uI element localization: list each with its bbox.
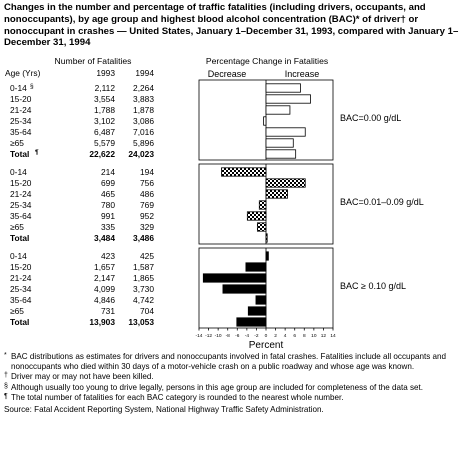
fatalities-1993: 1,788: [94, 105, 115, 115]
fatalities-1994: 3,486: [133, 233, 154, 243]
age-group-label: 15-20: [10, 262, 32, 272]
age-group-label: 15-20: [10, 94, 32, 104]
age-group-label: ≥65: [10, 138, 24, 148]
x-tick-label: -6: [235, 334, 240, 339]
year-1993-header: 1993: [96, 68, 115, 78]
footnote-mark: †: [4, 372, 8, 380]
x-tick-label: -10: [214, 334, 222, 339]
total-change-bar: [237, 318, 266, 326]
age-column-header: Age (Yrs): [5, 68, 41, 78]
fatalities-1993: 699: [101, 178, 115, 188]
percent-change-bar: [266, 128, 305, 136]
fatalities-1994: 769: [140, 200, 154, 210]
total-label: Total: [10, 233, 30, 243]
x-tick-label: -8: [225, 334, 230, 339]
fatalities-1993: 465: [101, 189, 115, 199]
footnote-mark: ¶: [4, 392, 8, 400]
percent-change-bar: [221, 168, 266, 176]
fatalities-1994: 704: [140, 306, 154, 316]
fatalities-1994: 7,016: [133, 127, 154, 137]
percent-change-bar: [223, 285, 266, 293]
fatalities-1994: 329: [140, 222, 154, 232]
age-group-label: 15-20: [10, 178, 32, 188]
x-tick-label: -14: [195, 334, 203, 339]
fatalities-1994: 425: [140, 251, 154, 261]
fatalities-1993: 3,554: [94, 94, 115, 104]
fatalities-1994: 3,730: [133, 284, 154, 294]
fatalities-1993: 2,112: [94, 83, 115, 93]
percent-change-bar: [266, 190, 288, 198]
x-tick-label: 8: [302, 334, 306, 339]
percent-change-bar: [247, 212, 266, 220]
x-tick-label: 4: [283, 334, 287, 339]
total-change-bar: [266, 234, 267, 242]
percent-change-bar: [266, 84, 300, 92]
age-group-label: 25-34: [10, 284, 32, 294]
age-group-label: 21-24: [10, 273, 32, 283]
fatalities-1993: 22,622: [89, 149, 115, 159]
fatalities-1994: 1,878: [133, 105, 154, 115]
bac-category-label: BAC=0.01–0.09 g/dL: [340, 197, 424, 207]
footnote-mark: §: [30, 83, 34, 90]
percent-change-bar: [248, 307, 266, 315]
fatalities-1994: 24,023: [128, 149, 154, 159]
percentage-change-header: Percentage Change in Fatalities: [205, 56, 329, 66]
fatalities-1993: 1,657: [94, 262, 115, 272]
x-tick-label: -2: [254, 334, 259, 339]
fatalities-1994: 3,883: [133, 94, 154, 104]
footnote-mark: ¶: [35, 149, 39, 156]
fatalities-1993: 2,147: [94, 273, 115, 283]
footnote-text: Driver may or may not have been killed.: [11, 372, 154, 382]
fatalities-1994: 1,587: [133, 262, 154, 272]
fatalities-1994: 3,086: [133, 116, 154, 126]
fatalities-1994: 194: [140, 167, 154, 177]
footnote-total: [4, 393, 462, 403]
x-axis-label: Percent: [248, 340, 284, 351]
year-1994-header: 1994: [135, 68, 154, 78]
footnote-age: [4, 383, 462, 393]
age-group-label: 35-64: [10, 295, 32, 305]
percent-change-bar: [266, 179, 305, 187]
age-group-label: ≥65: [10, 222, 24, 232]
footnote-text: BAC distributions as estimates for drivers and nonoccupants involved in fatal crashes. Fatalities include all occupants and nonoccupants who died within 30 days of a motor-vehicle crash on a public roadway and whose age was known.: [11, 352, 447, 372]
x-tick-label: 2: [274, 334, 277, 339]
age-group-label: 0-14: [10, 167, 27, 177]
fatalities-1994: 486: [140, 189, 154, 199]
fatalities-1993: 214: [101, 167, 115, 177]
percent-change-bar: [264, 117, 266, 125]
x-tick-label: -4: [244, 334, 249, 339]
x-tick-label: 10: [311, 334, 317, 339]
percent-change-bar: [257, 223, 266, 231]
bac-category-label: BAC=0.00 g/dL: [340, 113, 402, 123]
footnotes: [4, 352, 462, 415]
fatalities-1993: 6,487: [94, 127, 115, 137]
percent-change-bar: [259, 201, 266, 209]
fatalities-1993: 13,903: [89, 317, 115, 327]
age-group-label: 35-64: [10, 127, 32, 137]
total-label: Total: [10, 317, 30, 327]
fatalities-1993: 5,579: [94, 138, 115, 148]
footnote-text: The total number of fatalities for each BAC category is rounded to the nearest whole number.: [11, 392, 344, 402]
percent-change-bar: [266, 95, 311, 103]
fatalities-1994: 952: [140, 211, 154, 221]
age-group-label: 0-14: [10, 83, 27, 93]
age-group-label: 21-24: [10, 189, 32, 199]
fatalities-1994: 1,865: [133, 273, 154, 283]
fatalities-1993: 3,484: [94, 233, 115, 243]
fatalities-1994: 4,742: [133, 295, 154, 305]
footnote-bac: [4, 352, 462, 372]
percent-change-bar: [266, 139, 293, 147]
age-group-label: 35-64: [10, 211, 32, 221]
fatalities-1994: 13,053: [128, 317, 154, 327]
percent-change-bar: [256, 296, 266, 304]
decrease-label: Decrease: [207, 69, 247, 79]
fatalities-1993: 4,099: [94, 284, 115, 294]
fatalities-1993: 991: [101, 211, 115, 221]
x-tick-label: 12: [320, 334, 327, 339]
number-of-fatalities-header: Number of Fatalities: [54, 56, 132, 66]
age-group-label: 21-24: [10, 105, 32, 115]
total-label: Total: [10, 149, 30, 159]
percent-change-bar: [266, 106, 290, 114]
age-group-label: 25-34: [10, 200, 32, 210]
age-group-label: ≥65: [10, 306, 24, 316]
fatalities-1993: 731: [101, 306, 115, 316]
bac-category-label: BAC ≥ 0.10 g/dL: [340, 281, 406, 291]
chart-title: Changes in the number and percentage of traffic fatalities (including drivers, occupants, and nonoccupants), by age group and highest blood alcohol concentration (BAC)* of driver† or nonoccupant in crashes — United States, January 1–December 31, 1993, compared with January 1–December 31, 1994: [4, 2, 459, 49]
percent-change-bar: [203, 274, 266, 282]
increase-label: Increase: [284, 69, 320, 79]
fatalities-1993: 780: [101, 200, 115, 210]
footnote-text: Although usually too young to drive legally, persons in this age group are included for completeness of the data set.: [11, 382, 423, 392]
total-change-bar: [266, 150, 296, 158]
footnote-driver: [4, 372, 462, 382]
age-group-label: 0-14: [10, 251, 27, 261]
fatalities-1993: 423: [101, 251, 115, 261]
footnote-mark: *: [4, 352, 7, 359]
fatalities-1994: 756: [140, 178, 154, 188]
x-tick-label: 0: [264, 334, 268, 339]
x-tick-label: 14: [330, 334, 336, 339]
x-tick-label: 6: [293, 334, 297, 339]
fatalities-1994: 5,896: [133, 138, 154, 148]
fatalities-1993: 335: [101, 222, 115, 232]
footnote-mark: §: [4, 382, 8, 390]
fatalities-1993: 4,846: [94, 295, 115, 305]
age-group-label: 25-34: [10, 116, 32, 126]
percent-change-bar: [246, 263, 266, 271]
fatalities-1994: 2,264: [133, 83, 154, 93]
percent-change-bar: [266, 252, 268, 260]
source-note: Source: Fatal Accident Reporting System, National Highway Traffic Safety Administration.: [4, 405, 324, 415]
fatalities-1993: 3,102: [94, 116, 115, 126]
x-tick-label: -12: [205, 334, 213, 339]
